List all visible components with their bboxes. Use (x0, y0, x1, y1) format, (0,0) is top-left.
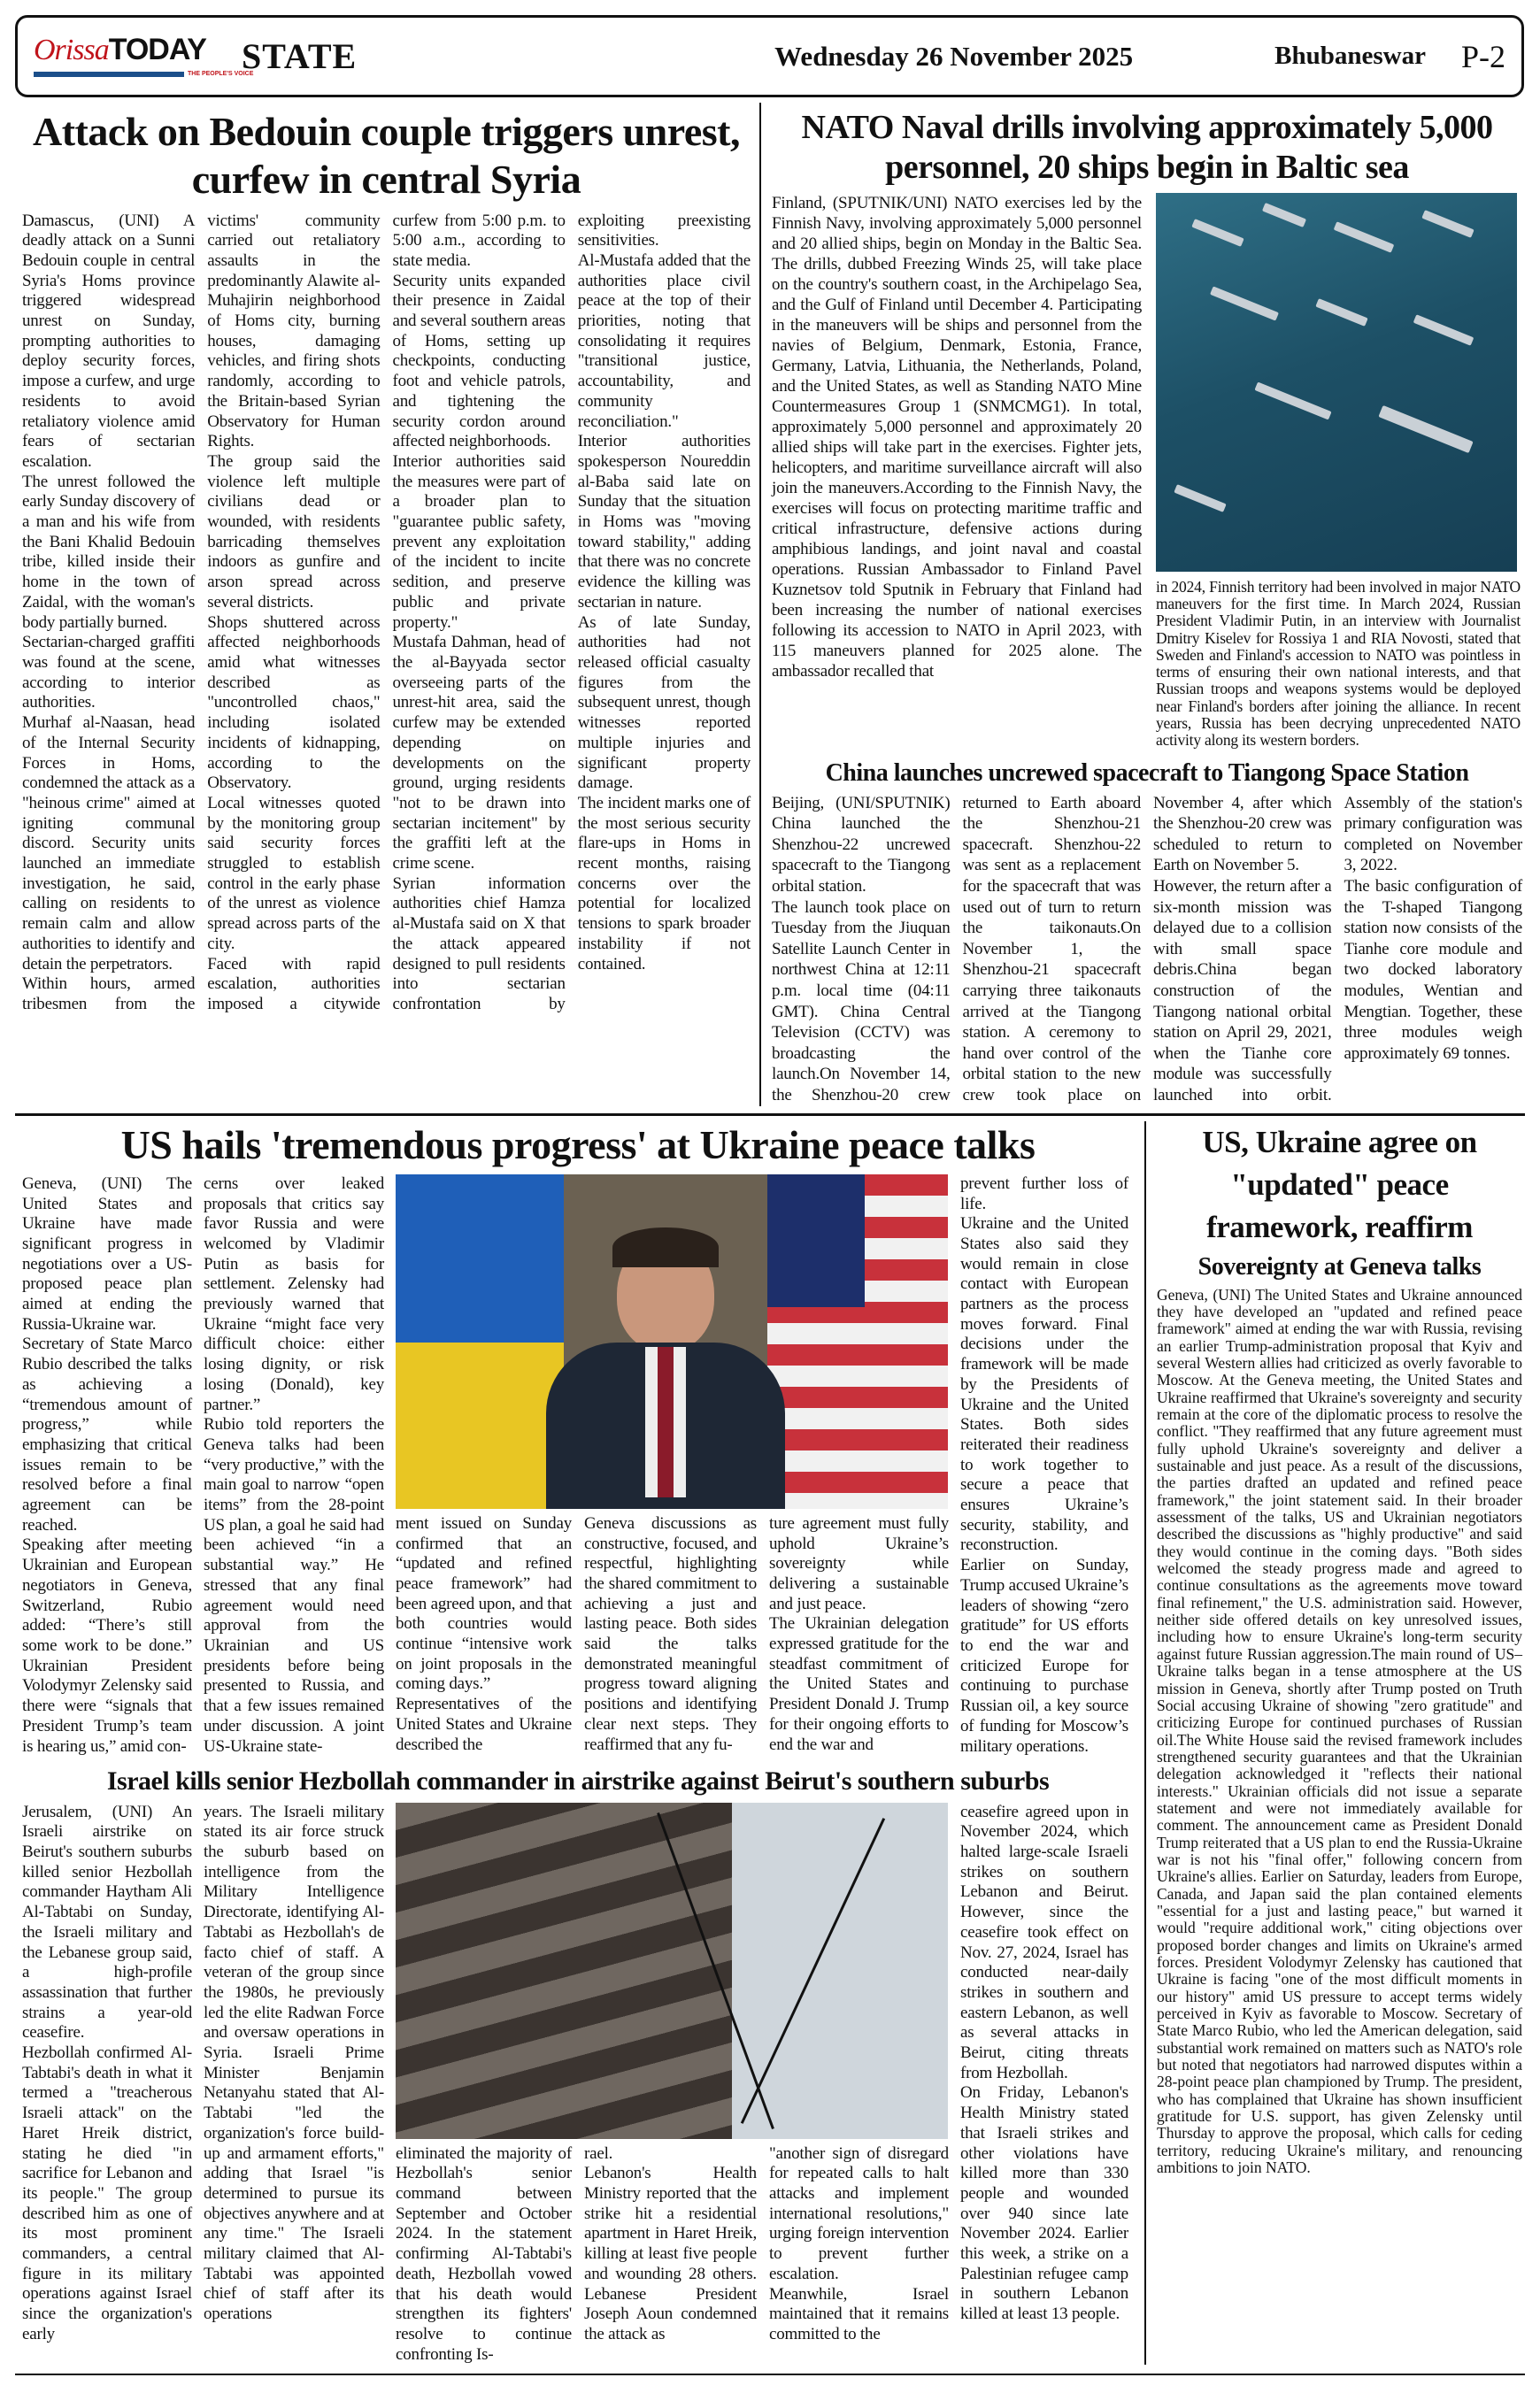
nato-headline: NATO Naval drills involving approximately 5,000 personnel, 20 ships begin in Baltic sea (801, 109, 1493, 186)
paragraph: eliminated the majority of Hezbollah's senior command between September and October 2024. In the statement confirming Al-Tabtabi's death, Hezbollah vowed that his death would strengthen its fighters' resolve to continue confronting Is- (396, 2143, 572, 2364)
ukraine-column (22, 1174, 192, 1757)
israel-column (204, 1803, 384, 2325)
rubio-photo (396, 1174, 948, 1509)
paragraph: Ukraine and the United States also said they would remain in close contact with European partners as the process moves forward. Final decisions under the framework will be made by the Presidents of Ukraine and the United States. Both sides reiterated their readiness to work together to secure a peace that ensures Ukraine’s security, stability, and reconstruction. (960, 1214, 1128, 1555)
paragraph: ceasefire agreed upon in November 2024, which halted large-scale Israeli strikes on southern Lebanon and Beirut. However, since the ceasefire took effect on Nov. 27, 2024, Israel has conducted near-daily strikes in southern and eastern Lebanon, as well as several attacks in Beirut, citing threats from Hezbollah. (960, 1802, 1128, 2082)
paragraph: Geneva, (UNI) The United States and Ukraine have made significant progress in negotiations over a US-proposed peace plan aimed at ending the Russia-Ukraine war. (22, 1173, 192, 1334)
syria-article-body (22, 212, 751, 1015)
paragraph: Lebanon's Health Ministry reported that the strike hit a residential apartment in Haret Hreik, killing at least five people and wounding 28 others. Lebanese President Joseph Aoun condemned the attack as (584, 2164, 757, 2343)
israel-column (584, 2144, 757, 2345)
ukraine-headline: US hails 'tremendous progress' at Ukraine peace talks (120, 1121, 1036, 1167)
ukraine-column (584, 1514, 757, 1755)
naval-ships-photo (1156, 193, 1517, 572)
nato-article-continued: in 2024, Finnish territory had been involved in major NATO maneuvers for the first time. In March 2024, Russian President Vladimir Putin, in an interview with Journalist Dmitry Kiselev for Rossiya 1 and RIA Novosti, stated that Sweden and Finland's accession to NATO was pointless in terms of ensuring their own national interests, and that Russian troops and weapons systems would be deployed near Finland's borders after joining the alliance. In recent years, Russia has been decrying unprecedented NATO activity along its western borders. (1156, 577, 1521, 750)
paragraph: Damascus, (UNI) A deadly attack on a Sunni Bedouin couple in central Syria's Homs province triggered widespread unrest on Sunday, prompting authorities to deploy security forces, impose a curfew, and urge residents to avoid retaliatory violence amid fears of sectarian escalation. (22, 211, 196, 471)
ukraine-column (769, 1514, 949, 1755)
paragraph: The Ukrainian delegation expressed gratitude for the steadfast commitment of the United States and President Donald J. Trump for their ongoing efforts to end the war and (769, 1614, 949, 1754)
ukraine-column (204, 1174, 384, 1757)
paragraph: years. The Israeli military stated its air force struck the suburb based on intelligence from the Military Intelligence Directorate, identifying Al-Tabtabi as Hezbollah's de facto chief of staff. A veteran of the group since the 1980s, he previously led the elite Radwan Force and oversaw operations in Syria. Israeli Prime Minister Benjamin Netanyahu stated that Al-Tabtabi "led the organization's force build-up and armament efforts," adding that Israel "is determined to pursue its objectives anywhere and at any time." The Israeli military claimed that Al-Tabtabi was appointed chief of staff after its operations (204, 1802, 384, 2324)
masthead (15, 15, 1524, 97)
paragraph: Meanwhile, Israel maintained that it remains committed to the (769, 2284, 949, 2343)
logo-bar (34, 72, 184, 77)
ukraine-column (960, 1174, 1128, 1757)
paragraph: Syrian information authorities chief Hamza al-Mustafa said on X that the attack appeared designed to pull residents into sectarian confrontation by exploiting preexisting sensitivities. (392, 211, 751, 1013)
paragraph: Secretary of State Marco Rubio described the talks as achieving a “tremendous amount of progress,” while emphasizing that critical issues remain to be resolved before a final agreement can be reached. (22, 1335, 192, 1535)
paragraph: Rubio told reporters the Geneva talks had been “very productive,” with the main goal to narrow “open items” from the 28-point US plan, a goal he said had been achieved “in a substantial way.” He stressed that any final agreement would need approval from the Ukrainian and US presidents before being presented to Russia, and that a few issues remained under discussion. A joint US-Ukraine state- (204, 1415, 384, 1756)
paragraph: The unrest followed the early Sunday discovery of a man and his wife from the Bani Khalid Bedouin tribe, killed inside their home in the town of Zaidal, with the woman's body partially burned. (22, 472, 196, 632)
paragraph: As of late Sunday, authorities had not released official casualty figures from the subsequent unrest, though witnesses reported multiple injuries and significant property damage. (577, 612, 751, 793)
israel-subcolumns (396, 2144, 949, 2366)
paragraph: Speaking after meeting Ukrainian and European negotiators in Geneva, Switzerland, Rubio added: “There’s still some work to be done.” Ukrainian President Volodymyr Zelensky said there were “signals that President Trump’s team is hearing us,” amid con- (22, 1535, 192, 1756)
newspaper-logo[interactable]: OrissaTODAY THE PEOPLE'S VOICE (34, 32, 254, 77)
paragraph: Jerusalem, (UNI) An Israeli airstrike on Beirut's southern suburbs killed senior Hezbollah commander Haytham Ali Al-Tabtabi on Sunday, the Israeli military and the Lebanese group said, a high-profile assassination that further strains a year-old ceasefire. (22, 1802, 192, 2043)
ukraine-center (396, 1174, 949, 1755)
israel-column (396, 2144, 572, 2366)
nato-article-body: Finland, (SPUTNIK/UNI) NATO exercises led by the Finnish Navy, involving approximately 5,000 personnel and 20 allied ships, begin on Monday in the Baltic Sea. The drills, dubbed Freezing Winds 25, will take place on the country's southern coast, in the Archipelago Sea, and the Gulf of Finland until December 4. Participating in the maneuvers will be ships and personnel from the navies of Belgium, Denmark, Estonia, France, Germany, Latvia, Lithuania, the Netherlands, Poland, and the United States, as well as Standing NATO Mine Countermeasures Group 1 (SNMCMG1). In total, approximately 5,000 personnel and approximately 20 allied ships will take part in the exercises. Fighter jets, helicopters, and maritime surveillance aircraft will also join the maneuvers.According to the Finnish Navy, the exercises will focus on protecting maritime traffic and critical infrastructure, defensive actions during amphibious landings, and joint naval and coastal operations. Russian Ambassador to Finland Pavel Kuznetsov told Sputnik in February that Finland had been increasing the number of national exercises following its accession to NATO in April 2023, with 115 maneuvers planned for 2025 alone. The ambassador recalled that (772, 193, 1142, 681)
paragraph: Faced with rapid escalation, authorities imposed a citywide curfew from 5:00 p.m. to 5:00 a.m., according to state media. (207, 211, 566, 1013)
paragraph: Security units expanded their presence in Zaidal and several southern areas of Homs, setting up checkpoints, conducting foot and vehicle patrols, and tightening the security cordon around affected neighborhoods. (392, 271, 566, 451)
page-number: P-2 (1460, 38, 1505, 74)
paragraph: The incident marks one of the most serious security flare-ups in Homs in recent months, raising concerns over the potential for localized tensions to spark broader instability if not contained. (577, 793, 751, 973)
section-title: STATE (241, 36, 358, 76)
nato-story (772, 193, 1522, 750)
paragraph: Earlier on Sunday, Trump accused Ukraine’s leaders of showing “zero gratitude” for US efforts to end the war and criticized Europe for continuing to purchase Russian oil, a key source of funding for Moscow’s military operations. (960, 1556, 1128, 1756)
paragraph: cerns over leaked proposals that critics say favor Russia and were welcomed by Vladimir Putin as basis for settlement. Zelensky had previously warned that Ukraine “might face very difficult choice: either losing dignity, or risk losing (Donald), key partner.” (204, 1173, 384, 1414)
syria-story (15, 103, 761, 1106)
logo-tagline: THE PEOPLE'S VOICE (188, 70, 254, 77)
paragraph: Local witnesses quoted by the monitoring group said security forces struggled to establish control in the early phase of the unrest as violence spread across parts of the city. (207, 793, 381, 953)
china-article-body (772, 793, 1522, 1106)
ukraine-story (22, 1174, 1134, 1757)
bottom-left-stories (15, 1121, 1146, 2366)
paragraph: Interior authorities said the measures were part of a broader plan to "guarantee public safety, prevent any exploitation of the incident to incite sedition, and preserve public and private property." (392, 451, 566, 632)
top-right-stories (761, 103, 1524, 1106)
airstrike-building-photo (396, 1803, 948, 2139)
issue-date: Wednesday 26 November 2025 (774, 40, 1134, 72)
paragraph: Shops shuttered across affected neighborhoods amid what witnesses described as "uncontrolled chaos," including isolated incidents of kidnapping, according to the Observatory. (207, 612, 381, 793)
paragraph: Geneva discussions as constructive, focused, and respectful, highlighting the shared commitment to achieving a just and lasting peace. Both sides said the talks demonstrated meaningful progress toward aligning positions and identifying clear next steps. They reaffirmed that any fu- (584, 1513, 757, 1754)
nato-right-column (1156, 193, 1521, 750)
geneva-article-body: Geneva, (UNI) The United States and Ukraine announced they have developed an "updated and refined peace framework" aimed at ending the war with Russia, revising an earlier Trump-administration proposal that Kyiv and several Western allies had criticized as overly favorable to Moscow. At the Geneva meeting, the United States and Ukraine reaffirmed that Ukraine's sovereignty and security remain at the core of the diplomatic process to resolve the conflict. "They reaffirmed that any future agreement must fully uphold Ukraine's sovereignty and deliver a sustainable and just peace. As a result of the discussions, the parties drafted an updated and refined peace framework," the joint statement said. In their broader assessment of the talks, US and Ukrainian negotiators described the discussions as "highly productive" and said they would continue in the coming days. "Both sides welcomed the steady progress made and agreed to continue consultations as the agreements move toward final refinement," the U.S. administration said. However, neither side offered details on key unresolved issues, including how to ensure Ukraine's long-term security against future Russian aggression.The main round of US–Ukraine talks began in a tense atmosphere at the US mission in Geneva, shortly after Trump posted on Truth Social accusing Ukraine of showing "zero gratitude" and criticizing Europe for continued purchases of Russian oil.The White House said the revised framework includes strengthened security guarantees and that the Ukrainian delegation acknowledged it "reflects their national interests." Ukrainian officials did not issue a separate statement and were not immediately available for comment. The announcement came as President Donald Trump reiterated that a US plan to end the Russia-Ukraine war is not his "final offer," following concern from Ukraine's allies. Earlier on Saturday, leaders from Europe, Canada, and Japan said the plan contained elements "essential for a just and lasting peace," but warned it would "require additional work," citing objections over proposed border changes and limits on Ukraine's armed forces. President Volodymyr Zelensky has cautioned that Ukraine is facing "one of the most difficult moments in our history" amid US pressure to accept terms widely perceived in Kyiv as favorable to Moscow. Secretary of State Marco Rubio, who led the American delegation, said substantial work remained on matters such as NATO's role but noted that negotiators had narrowed disputes within a 28-point peace plan championed by Trump. The president, who has complained that Ukraine has shown insufficient gratitude for U.S. support, has given Zelensky until Thursday to approve the proposal, which calls for ceding territory, reducing Ukraine's military, and renouncing ambitions to join NATO. (1157, 1285, 1522, 2177)
paragraph: Interior authorities spokesperson Noureddin al-Baba said late on Sunday that the situation in Homs was "moving toward stability," adding that there was no concrete evidence the killing was sectarian in nature. (577, 432, 751, 612)
paragraph: The group said the violence left multiple civilians dead or wounded, with residents barricading themselves indoors as gunfire and arson spread across several districts. (207, 451, 381, 612)
paragraph: ment issued on Sunday confirmed that an “updated and refined peace framework” had been agreed upon, and that both countries would continue “intensive work on joint proposals in the coming days.” (396, 1513, 572, 1694)
ukraine-subcolumns (396, 1514, 949, 1755)
edition-city: Bhubaneswar (1274, 42, 1426, 70)
china-headline: China launches uncrewed spacecraft to Tiangong Space Station (825, 758, 1469, 787)
paragraph: Hezbollah confirmed Al-Tabtabi's death in what it termed a "treacherous Israeli attack" on the Haret Hreik district, stating he died "in sacrifice for Lebanon and its people." The group described him as one of its most prominent commanders, a central figure in its military operations against Israel since the organization's early (22, 2043, 192, 2343)
paragraph: "another sign of disregard for repeated calls to halt attacks and implement international resolutions," urging foreign intervention to prevent further escalation. (769, 2143, 949, 2283)
paragraph: Beijing, (UNI/SPUTNIK) China launched the Shenzhou-22 uncrewed spacecraft to the Tiangong orbital station. (772, 793, 951, 896)
paragraph: On Friday, Lebanon's Health Ministry stated that Israeli strikes and other violations have killed more than 330 people and wounded over 940 since late November 2024. Earlier this week, a strike on a Palestinian refugee camp in southern Lebanon killed at least 13 people. (960, 2083, 1128, 2324)
paragraph: prevent further loss of life. (960, 1173, 1128, 1213)
paragraph: Within hours, armed tribesmen from the victims' community carried out retaliatory assaults in the predominantly Alawite al-Muhajirin neighborhood of Homs city, burning houses, damaging vehicles, and firing shots randomly, according to the Britain-based Syrian Observatory for Human Rights. (22, 211, 381, 1013)
israel-column (960, 1803, 1128, 2325)
paragraph: Mustafa Dahman, head of the al-Bayyada sector overseeing parts of the unrest-hit area, said the curfew may be extended depending on developments on the ground, urging residents "not to be drawn into sectarian incitement" by the graffiti left at the crime scene. (392, 633, 566, 873)
israel-center (396, 1803, 949, 2366)
ukraine-column (396, 1514, 572, 1755)
geneva-story (1146, 1121, 1524, 2366)
israel-headline: Israel kills senior Hezbollah commander in airstrike against Beirut's southern suburbs (106, 1766, 1050, 1797)
israel-story (22, 1803, 1134, 2366)
top-section (15, 103, 1525, 1116)
paragraph: ture agreement must fully uphold Ukraine’s sovereignty while delivering a sustainable and just peace. (769, 1513, 949, 1613)
paragraph: The launch took place on Tuesday from the Jiuquan Satellite Launch Center in northwest China at 12:11 p.m. local time (04:11 GMT). China Central Television (CCTV) was broadcasting the launch.On November 14, the Shenzhou-20 crew returned to Earth aboard the Shenzhou-21 spacecraft. Shenzhou-22 was sent as a replacement for the spacecraft that was used out of turn to return the taikonauts.On November 1, the Shenzhou-21 spacecraft carrying three taikonauts arrived at the Tiangong station. A ceremony to hand over control of the orbital station to the new crew took place on November 4, after which the Shenzhou-20 crew was scheduled to return to Earth on November 5. (772, 793, 1332, 1104)
bottom-section (15, 1116, 1525, 2376)
paragraph: Murhaf al-Naasan, head of the Internal Security Forces in Homs, condemned the attack as a "heinous crime" aimed at igniting communal discord. Security units launched an immediate investigation, he said, calling on residents to remain calm and allow authorities to identify and detain the perpetrators. (22, 713, 196, 973)
israel-column (769, 2144, 949, 2345)
paragraph: The basic configuration of the T-shaped Tiangong station now consists of the Tianhe core module and two docked laboratory modules, Wentian and Mengtian. Together, these three modules weigh approximately 69 tonnes. (1344, 877, 1522, 1063)
geneva-subheadline: Sovereignty at Geneva talks (1197, 1252, 1482, 1281)
syria-headline: Attack on Bedouin couple triggers unrest, curfew in central Syria (33, 109, 740, 203)
paragraph: However, the return after a six-month mission was delayed due to a collision with small space debris.China began construction of the Tiangong national orbital station on April 29, 2021, when the Tianhe core module was successfully launched into orbit. Assembly of the station's primary configuration was completed on November 3, 2022. (1153, 793, 1522, 1104)
paragraph: Representatives of the United States and Ukraine described the (396, 1695, 572, 1754)
paragraph: Sectarian-charged graffiti was found at the scene, according to interior authorities. (22, 633, 196, 712)
paragraph: Al-Mustafa added that the authorities place civil peace at the top of their priorities, noting that consolidating it requires "transitional justice, accountability, and community reconciliation." (577, 250, 751, 431)
geneva-headline: US, Ukraine agree on "updated" peace framework, reaffirm (1202, 1124, 1477, 1244)
israel-column (22, 1803, 192, 2345)
paragraph: rael. (584, 2143, 613, 2163)
